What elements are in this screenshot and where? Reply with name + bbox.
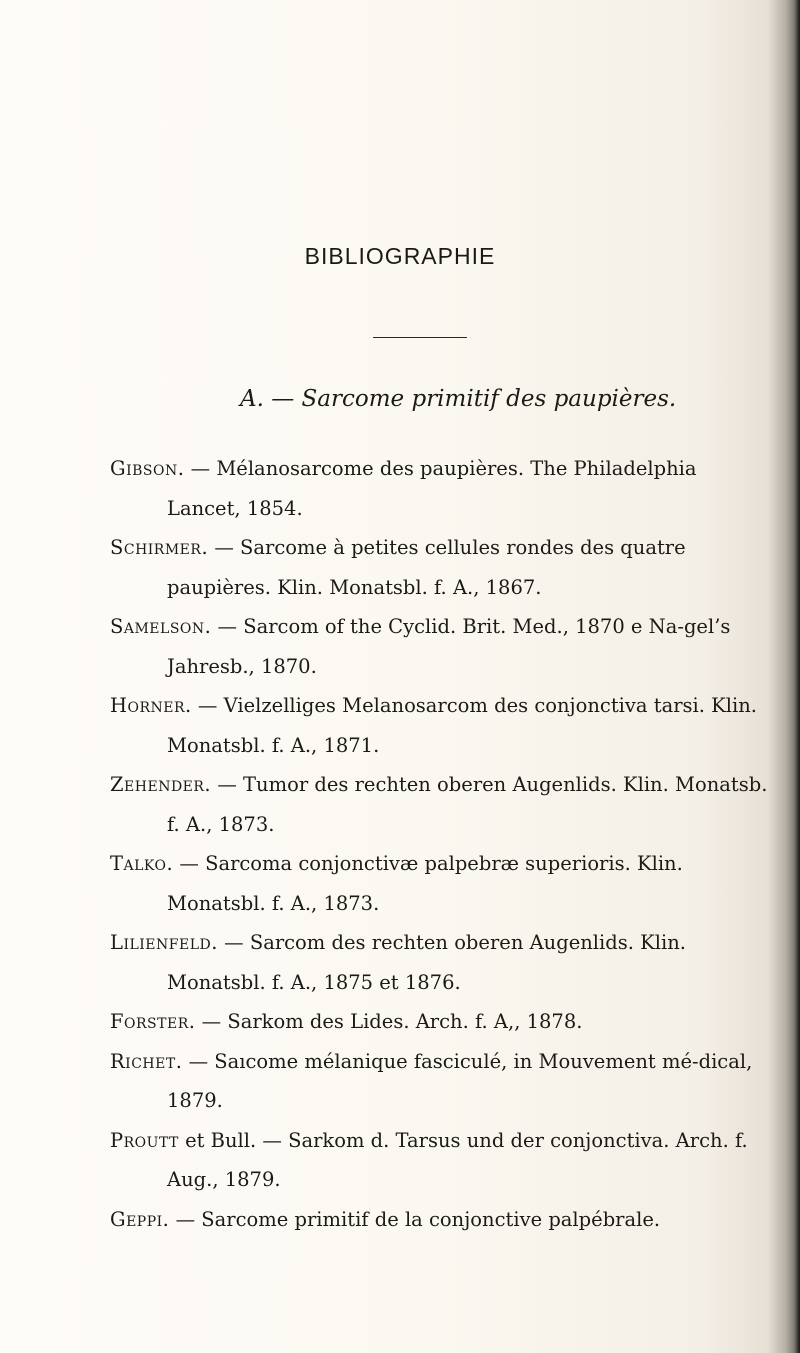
bibliography-entry-richet	[110, 1042, 770, 1121]
entry-text: — Mélanosarcome des paupières. The Philadelphia Lancet, 1854.	[167, 457, 697, 520]
bibliography-entry-samelson	[110, 607, 770, 686]
entry-text: — Sarcome primitif de la conjonctive palpébrale.	[169, 1207, 661, 1231]
entry-text: — Sarcom des rechten oberen Augenlids. Klin. Monatsbl. f. A., 1875 et 1876.	[167, 931, 686, 994]
entry-text: — Vielzelliges Melanosarcom des conjonctiva tarsi. Klin. Monatsbl. f. A., 1871.	[167, 694, 757, 757]
bibliography-entry-lilienfeld	[110, 923, 770, 1002]
entry-author: Zehender.	[110, 773, 212, 796]
entry-author: Proutt	[110, 1128, 179, 1152]
page-edge-shadow	[786, 0, 800, 1353]
entry-author: Richet.	[110, 1049, 183, 1073]
bibliography-entry-forster	[110, 1002, 770, 1042]
bibliography-entry-horner	[110, 686, 770, 765]
heading-rule	[373, 337, 467, 338]
bibliography-entry-schirmer	[110, 528, 770, 607]
bibliography-entry-zehender	[110, 765, 770, 844]
entry-author: Gibson.	[110, 457, 185, 480]
entry-text: et Bull. — Sarkom d. Tarsus und der conjonctiva. Arch. f. Aug., 1879.	[167, 1128, 748, 1191]
entry-author: Geppi.	[110, 1207, 170, 1231]
entry-text: — Sarkom des Lides. Arch. f. A,, 1878.	[195, 1010, 583, 1033]
entry-text: — Saıcome mélanique fasciculé, in Mouvement mé-dical, 1879.	[167, 1049, 753, 1112]
entry-text: — Sarcom of the Cyclid. Brit. Med., 1870 e Na-gel’s Jahresb., 1870.	[167, 615, 731, 678]
entry-author: Samelson.	[110, 615, 212, 638]
entry-author: Lilienfeld.	[110, 931, 218, 954]
entry-text: — Tumor des rechten oberen Augenlids. Klin. Monatsb. f. A., 1873.	[167, 773, 768, 836]
bibliography-list	[110, 449, 770, 1239]
entry-text: — Sarcome à petites cellules rondes des quatre paupières. Klin. Monatsbl. f. A., 1867.	[167, 536, 686, 599]
entry-author: Horner.	[110, 694, 192, 717]
bibliography-entry-proutt-bull	[110, 1121, 770, 1200]
bibliography-entry-gibson	[110, 449, 770, 528]
entry-text: — Sarcoma conjonctivæ palpebræ superioris. Klin. Monatsbl. f. A., 1873.	[167, 852, 683, 915]
page-heading: BIBLIOGRAPHIE	[304, 243, 496, 269]
entry-author: Schirmer.	[110, 536, 209, 559]
bibliography-entry-talko	[110, 844, 770, 923]
section-title: A. — Sarcome primitif des paupières.	[240, 386, 677, 412]
bibliography-entry-geppi	[110, 1200, 770, 1240]
entry-author: Forster.	[110, 1010, 196, 1033]
entry-author: Talko.	[110, 852, 174, 875]
